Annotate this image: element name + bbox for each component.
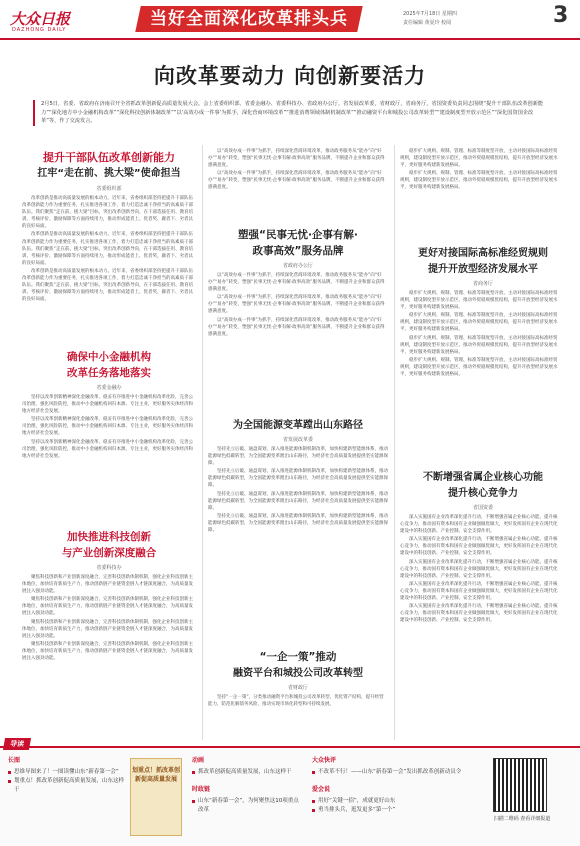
article-subtitle: 提升核心竞争力 — [448, 488, 518, 499]
article-title: “一企一策”推动 — [259, 651, 337, 663]
guide-link[interactable]: 抓改革创新促高质量发展，山东这样干 — [192, 768, 302, 777]
guide-strip — [0, 740, 580, 846]
guide-link[interactable]: 思维导图来了！一图读懂山东“新春第一会” — [8, 768, 126, 777]
newspaper-logo: 大众日报 — [10, 10, 71, 28]
article-title: 更好对接国际高标准经贸规则 — [418, 248, 548, 259]
guide-label: 导读 — [3, 738, 31, 750]
article-byline: 省国资委 — [472, 505, 493, 511]
article-body: 改革创新是推动高质量发展的根本动力。近年来，省委组织部坚持把提升干部队伍改革创新能力作为重要任务，扎实推进各项工作，着力打造忠诚干净担当的高素质干部队伍。我们聚焦“走在前、挑大梁”目标，突出改革创新导向，在干部选拔任用、教育培训、考核评价、激励保障等方面持续用力，推动形成能者上、优者奖、庸者下、劣者汰的良好局面。 改革创新是推动高质量发展的根本动力。近年来，省委组织部坚持把提升干部队伍改革创新能力作为重要任务，扎实推进各项工作，着力打造忠诚干净担当的高素质干部队伍。我们聚焦“走在前、挑大梁”目标，突出改革创新导向，在干部选拔任用、教育培训、考核评价、激励保障等方面持续用力，推动形成能者上、优者奖、庸者下、劣者汰的良好局面。 改革创新是推动高质量发展的根本动力。近年来，省委组织部坚持把提升干部队伍改革创新能力作为重要任务，扎实推进各项工作，着力打造忠诚干净担当的高素质干部队伍。我们聚焦“走在前、挑大梁”目标，突出改革创新导向，在干部选拔任用、教育培训、考核评价、激励保障等方面持续用力，推动形成能者上、优者奖、庸者下、劣者汰的良好局面。 — [22, 196, 194, 303]
article-subtitle: 政事高效”服务品牌 — [252, 245, 344, 257]
article-byline: 省政府办公厅 — [282, 263, 313, 269]
guide-tag: 爱会说 — [312, 786, 331, 793]
article-body: 坚持以改革创新精神深化金融改革，稳妥有序推进中小金融机构改革化险，完善公司治理，强化风险防控，推动中小金融机构回归本源、专注主业，更好服务实体经济和地方经济社会发展。 坚持以改革创新精神深化金融改革，稳妥有序推进中小金融机构改革化险，完善公司治理，强化风险防控，推动中小金融机构回归本源、专注主业，更好服务实体经济和地方经济社会发展。 坚持以改革创新精神深化金融改革，稳妥有序推进中小金融机构改革化险，完善公司治理，强化风险防控，推动中小金融机构回归本源、专注主业，更好服务实体经济和地方经济社会发展。 — [22, 395, 193, 459]
article-body: 深入实施国有企业改革深化提升行动，不断增强省属企业核心功能、提升核心竞争力，推动国有资本和国有企业做强做优做大，更好发挥国有企业在现代化建设中的科技创新、产业控制、安全支撑作用。 深入实施国有企业改革深化提升行动，不断增强省属企业核心功能、提升核心竞争力，推动国有资本和国有企业做强做优做大，更好发挥国有企业在现代化建设中的科技创新、产业控制、安全支撑作用。 深入实施国有企业改革深化提升行动，不断增强省属企业核心功能、提升核心竞争力，推动国有资本和国有企业做强做优做大，更好发挥国有企业在现代化建设中的科技创新、产业控制、安全支撑作用。 深入实施国有企业改革深化提升行动，不断增强省属企业核心功能、提升核心竞争力，推动国有资本和国有企业做强做优做大，更好发挥国有企业在现代化建设中的科技创新、产业控制、安全支撑作用。 深入实施国有企业改革深化提升行动，不断增强省属企业核心功能、提升核心竞争力，推动国有资本和国有企业做强做优做大，更好发挥国有企业在现代化建设中的科技创新、产业控制、安全支撑作用。 — [400, 515, 558, 624]
qr-code[interactable] — [493, 758, 547, 812]
article-body: 以“高效办成一件事”为抓手，持续深化营商环境改革，推动政务服务从“能办”向“好办”“易办”转变，塑强“民事无忧·企事有解·政事高效”服务品牌，不断提升企业和群众获得感满意度。 以“高效办成一件事”为抓手，持续深化营商环境改革，推动政务服务从“能办”向“好办”“易办”转变，塑强“民事无忧·企事有解·政事高效”服务品牌，不断提升企业和群众获得感满意度。 — [208, 149, 385, 191]
article-title: 加快推进科技创新 — [67, 531, 151, 543]
article-byline: 省委金融办 — [96, 385, 122, 391]
date-line: 2025年7月18日 星期四 责任编辑 黄夏玲 校阅 — [403, 11, 457, 26]
intro-paragraph: 2月5日，省委、省政府在济南召开全省抓改革创新促高质量发展大会。会上省委组织部、省委金融办、省委科技办、省政府办公厅，省发展改革委，省财政厅，省商务厅，省国资委负责同志围绕“提升干部队伍改革创新能力”“深化地方中小金融机构改革”“深化科技创新体制改革”“以‘高效办成一件事’为抓手，深化营商环境改革”“推进消费领域体制机制改革”“推动融资平台和城投公司改革转型”“建设制度型开放示范区”“深化国资国企改革”等，作了交流发言。 — [33, 100, 547, 126]
guide-column-infographic — [8, 756, 126, 795]
article-byline: 省商务厅 — [472, 281, 493, 287]
guide-link[interactable]: 山东“新春第一会”，为何聚焦这10项重点改革 — [192, 797, 302, 815]
qr-caption: 扫描二维码 查看详细报道 — [493, 816, 551, 822]
guide-column-commentary — [312, 756, 482, 815]
article-subtitle: 改革任务落地落实 — [67, 367, 151, 379]
guide-column-animation — [192, 756, 302, 815]
article-body: 聚焦科技创新和产业创新深度融合，完善科技创新体制机制，强化企业科技创新主体地位，加快培育新质生产力，推动创新链产业链资金链人才链深度融合，为高质量发展注入强劲动能。 聚焦科技创新和产业创新深度融合，完善科技创新体制机制，强化企业科技创新主体地位，加快培育新质生产力，推动创新链产业链资金链人才链深度融合，为高质量发展注入强劲动能。 聚焦科技创新和产业创新深度融合，完善科技创新体制机制，强化企业科技创新主体地位，加快培育新质生产力，推动创新链产业链资金链人才链深度融合，为高质量发展注入强劲动能。 聚焦科技创新和产业创新深度融合，完善科技创新体制机制，强化企业科技创新主体地位，加快培育新质生产力，推动创新链产业链资金链人才链深度融合，为高质量发展注入强劲动能。 — [22, 575, 193, 662]
infographic-thumbnail[interactable]: 划重点！抓改革创新促高质量发展 — [130, 758, 182, 836]
section-banner: 当好全面深化改革排头兵 — [135, 6, 363, 32]
article-title: 提升干部队伍改革创新能力 — [43, 151, 175, 164]
guide-tag: 动画 — [192, 757, 205, 764]
article-subtitle: 提升开放型经济发展水平 — [428, 264, 538, 275]
article-body: 稳步扩大规则、规制、管理、标准等制度型开放，主动对接国际高标准经贸规则，建设制度型开放示范区，推动外贸稳规模优结构，提升开放型经济发展水平，更好服务构建新发展格局。 稳步扩大规则、规制、管理、标准等制度型开放，主动对接国际高标准经贸规则，建设制度型开放示范区，推动外贸稳规模优结构，提升开放型经济发展水平，更好服务构建新发展格局。 稳步扩大规则、规制、管理、标准等制度型开放，主动对接国际高标准经贸规则，建设制度型开放示范区，推动外贸稳规模优结构，提升开放型经济发展水平，更好服务构建新发展格局。 稳步扩大规则、规制、管理、标准等制度型开放，主动对接国际高标准经贸规则，建设制度型开放示范区，推动外贸稳规模优结构，提升开放型经济发展水平，更好服务构建新发展格局。 — [400, 291, 558, 378]
article-byline: 省委科技办 — [96, 565, 122, 571]
article-byline: 省发展改革委 — [282, 437, 313, 443]
article-subtitle: 融资平台和城投公司改革转型 — [233, 668, 363, 679]
article-byline: 省委组织部 — [96, 186, 122, 192]
guide-link[interactable]: 勇当排头兵，逛发更多“第一个” — [312, 806, 482, 815]
article-body: 坚持“一企一策”，分类推动融资平台和城投公司改革转型，优化资产结构，提升经营能力，防范化解债务风险，推动实现市场化转型和可持续发展。 — [208, 695, 384, 708]
guide-link[interactable]: 划重点！抓改革创新促高质量发展，山东这样干 — [8, 777, 126, 795]
page-number: 3 — [553, 3, 569, 28]
article-subtitle: 扛牢“走在前、挑大梁”使命担当 — [37, 168, 181, 179]
article-title: 塑强“民事无忧·企事有解· — [238, 229, 358, 241]
guide-tag: 长图 — [8, 757, 21, 764]
guide-tag: 大众快评 — [312, 757, 337, 764]
article-subtitle: 与产业创新深度融合 — [61, 547, 157, 559]
article-title: 确保中小金融机构 — [67, 351, 151, 363]
guide-tag: 时政链 — [192, 786, 211, 793]
article-body: 以“高效办成一件事”为抓手，持续深化营商环境改革，推动政务服务从“能办”向“好办”“易办”转变，塑强“民事无忧·企事有解·政事高效”服务品牌，不断提升企业和群众获得感满意度。 以“高效办成一件事”为抓手，持续深化营商环境改革，推动政务服务从“能办”向“好办”“易办”转变，塑强“民事无忧·企事有解·政事高效”服务品牌，不断提升企业和群众获得感满意度。 以“高效办成一件事”为抓手，持续深化营商环境改革，推动政务服务从“能办”向“好办”“易办”转变，塑强“民事无忧·企事有解·政事高效”服务品牌，不断提升企业和群众获得感满意度。 — [208, 273, 385, 337]
masthead — [0, 0, 580, 40]
guide-link[interactable]: 不改革不行！——山东“新春第一会”发出抓改革创新动员令 — [312, 768, 482, 777]
article-title: 为全国能源变革蹚出山东路径 — [233, 420, 363, 431]
guide-link[interactable]: 用好“关键一招”，成就更好山东 — [312, 797, 482, 806]
logo-subtitle: DAZHONG DAILY — [12, 27, 67, 33]
page-headline: 向改革要动力 向创新要活力 — [153, 63, 427, 88]
article-body: 坚持先立后破、通盘谋划，深入推进能源体制机制改革，加快构建新型能源体系，推动能源绿色低碳转型，为全国能源变革蹚出山东路径，为经济社会高质量发展提供坚实能源保障。 坚持先立后破、通盘谋划，深入推进能源体制机制改革，加快构建新型能源体系，推动能源绿色低碳转型，为全国能源变革蹚出山东路径，为经济社会高质量发展提供坚实能源保障。 坚持先立后破、通盘谋划，深入推进能源体制机制改革，加快构建新型能源体系，推动能源绿色低碳转型，为全国能源变革蹚出山东路径，为经济社会高质量发展提供坚实能源保障。 坚持先立后破、通盘谋划，深入推进能源体制机制改革，加快构建新型能源体系，推动能源绿色低碳转型，为全国能源变革蹚出山东路径，为经济社会高质量发展提供坚实能源保障。 — [208, 447, 388, 534]
column-divider — [394, 145, 395, 740]
article-body: 稳步扩大规则、规制、管理、标准等制度型开放，主动对接国际高标准经贸规则，建设制度型开放示范区，推动外贸稳规模优结构，提升开放型经济发展水平，更好服务构建新发展格局。 稳步扩大规则、规制、管理、标准等制度型开放，主动对接国际高标准经贸规则，建设制度型开放示范区，推动外贸稳规模优结构，提升开放型经济发展水平，更好服务构建新发展格局。 — [400, 149, 558, 191]
article-byline: 省财政厅 — [287, 685, 308, 691]
article-title: 不断增强省属企业核心功能 — [423, 472, 543, 483]
column-divider — [202, 145, 203, 740]
